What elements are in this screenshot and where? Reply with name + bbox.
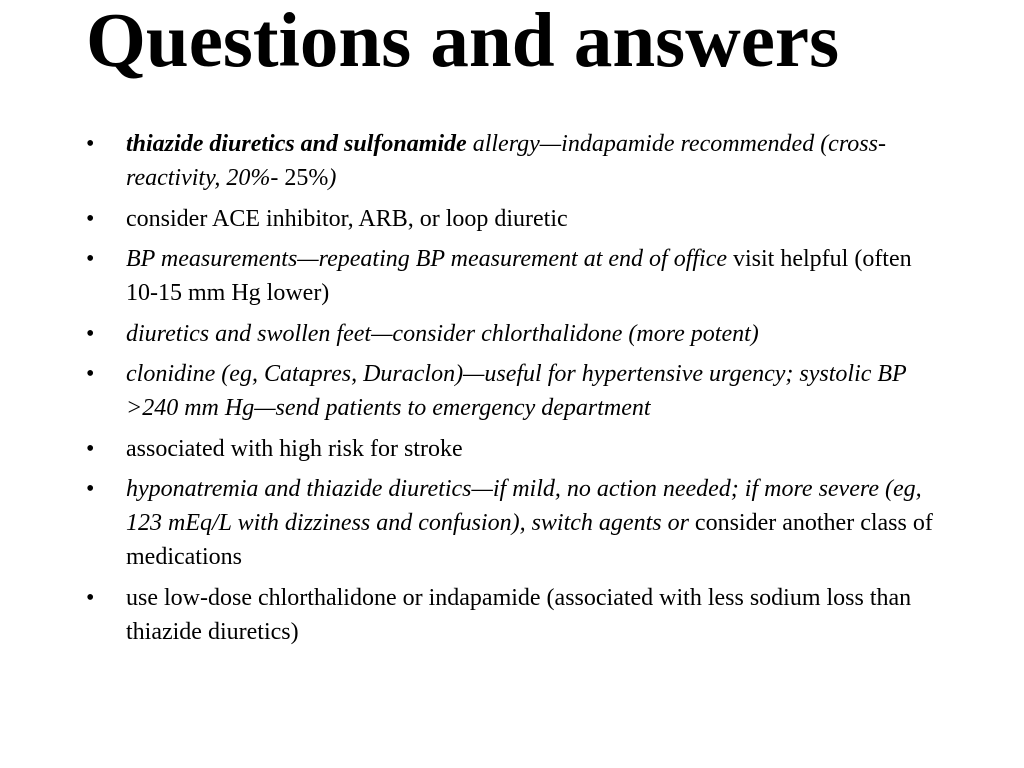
bullet-text-segment: BP measurements—repeating BP measurement at end of office bbox=[126, 246, 727, 272]
bullet-text-segment: associated with high risk for stroke bbox=[126, 435, 463, 462]
bullet-text-segment: visit helpful (often 10-15 mm Hg lower) bbox=[126, 246, 912, 306]
bullet-item bbox=[86, 317, 946, 351]
bullet-item bbox=[86, 242, 946, 310]
bullet-item bbox=[86, 581, 946, 649]
bullet-text-segment: 25% bbox=[284, 165, 329, 191]
bullet-marker: • bbox=[86, 246, 95, 272]
bullet-marker: • bbox=[86, 320, 95, 347]
bullet-item bbox=[86, 472, 946, 574]
bullet-text-segment: use low-dose chlorthalidone or indapamide (associated with less sodium loss than thiazide diuretics) bbox=[126, 584, 912, 645]
bullet-text-segment: eg, 123 mEq/L with dizziness and confusion), switch agents or bbox=[126, 476, 922, 536]
bullet-marker: • bbox=[86, 205, 95, 232]
bullet-marker: • bbox=[86, 584, 95, 611]
bullet-text-segment: thiazide diuretics and sulfonamide bbox=[126, 131, 467, 157]
bullet-item bbox=[86, 127, 946, 195]
slide-title: Questions and answers bbox=[86, 0, 840, 83]
bullet-text-segment: consider another class of medications bbox=[126, 510, 933, 570]
bullet-item bbox=[86, 432, 946, 466]
bullet-text-segment: ) bbox=[328, 165, 337, 191]
bullet-item bbox=[86, 202, 946, 236]
bullet-text-segment: clonidine (eg, Catapres, Duraclon)—useful for hypertensive urgency; systolic BP >240 mm Hg—send patients to emergency department bbox=[126, 361, 907, 421]
bullet-text-segment: hyponatremia and thiazide diuretics—if mild, no action needed; if more severe ( bbox=[126, 476, 893, 502]
bullet-marker: • bbox=[86, 435, 95, 462]
bullet-marker: • bbox=[86, 131, 95, 157]
bullet-text-segment: allergy—indapamide recommended (cross-reactivity, 20%- bbox=[126, 131, 886, 191]
bullet-item bbox=[86, 357, 946, 425]
bullet-text-segment: consider ACE inhibitor, ARB, or loop diuretic bbox=[126, 205, 568, 232]
bullet-text-segment: diuretics and swollen feet—consider chlorthalidone (more potent) bbox=[126, 320, 759, 347]
bullet-list bbox=[86, 127, 946, 655]
bullet-marker: • bbox=[86, 361, 95, 387]
bullet-marker: • bbox=[86, 476, 95, 502]
